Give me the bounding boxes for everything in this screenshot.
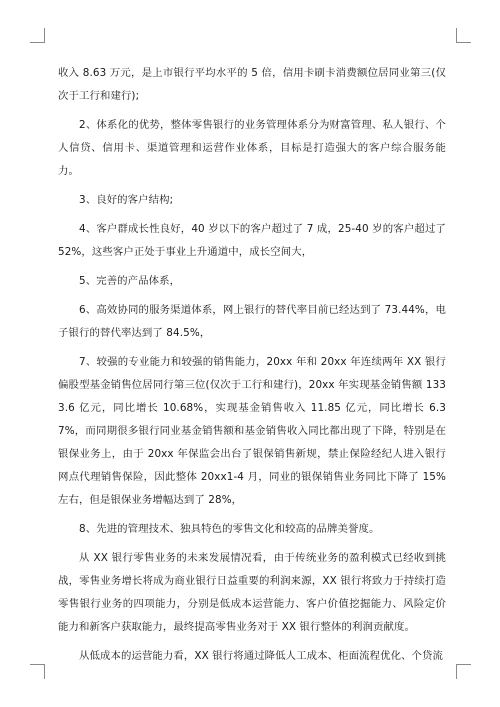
paragraph: 从低成本的运营能力看，XX 银行将通过降低人工成本、柜面流程优化、个贷流 (79, 650, 444, 662)
paragraph: 从 XX 银行零售业务的未来发展情况看，由于传统业务的盈利模式已经收到挑战，零售业务增长将成为商业银行日益重要的利润来源，XX 银行将致力于持续打造零售银行业务的四项能力，分别是低成本运营能力、客户价值挖掘能力、风险定价能力和新客户获取能力，最终提高零售业务对于 XX 银行整体的利润贡献度。 (58, 552, 446, 633)
paragraph: 收入 8.63 万元，是上市银行平均水平的 5 倍，信用卡刷卡消费额位居同业第三(仅次于工行和建行); (58, 67, 446, 102)
crop-mark-top-right (456, 28, 471, 43)
paragraph: 4、客户群成长性良好，40 岁以下的客户超过了 7 成，25-40 岁的客户超过了 52%，这些客户正处于事业上升通道中，成长空间大， (58, 223, 446, 258)
crop-mark-bottom-right (456, 664, 471, 679)
crop-mark-top-left (30, 28, 45, 43)
paragraph: 6、高效协同的服务渠道体系，网上银行的替代率目前已经达到了 73.44%，电子银行的替代率达到了 84.5%， (58, 304, 446, 339)
document-body (58, 62, 446, 674)
paragraph: 7、较强的专业能力和较强的销售能力，20xx 年和 20xx 年连续两年 XX 银行偏股型基金销售位居同行第三位(仅次于工行和建行)，20xx 年实现基金销售额 1333.6 亿元，同比增长 10.68%，实现基金销售收入 11.85 亿元，同比增长 6.37%，而同期很多银行同业基金销售额和基金销售收入同比都出现了下降，特别是在银保业务上，由于 20xx 年保监会出台了银保销售新规，禁止保险经纪人进入银行网点代理销售保险，因此整体 20xx1-4 月，同业的银保销售业务同比下降了 15%左右，但是银保业务增幅达到了 28%， (58, 356, 446, 506)
paragraph: 5、完善的产品体系， (79, 275, 181, 287)
crop-mark-bottom-left (30, 664, 45, 679)
paragraph: 2、体系化的优势，整体零售银行的业务管理体系分为财富管理、私人银行、个人信贷、信用卡、渠道管理和运营作业体系，目标是打造强大的客户综合服务能力。 (58, 119, 446, 177)
paragraph: 8、先进的管理技术、独具特色的零售文化和较高的品牌美誉度。 (79, 523, 380, 535)
paragraph: 3、良好的客户结构; (79, 194, 174, 206)
